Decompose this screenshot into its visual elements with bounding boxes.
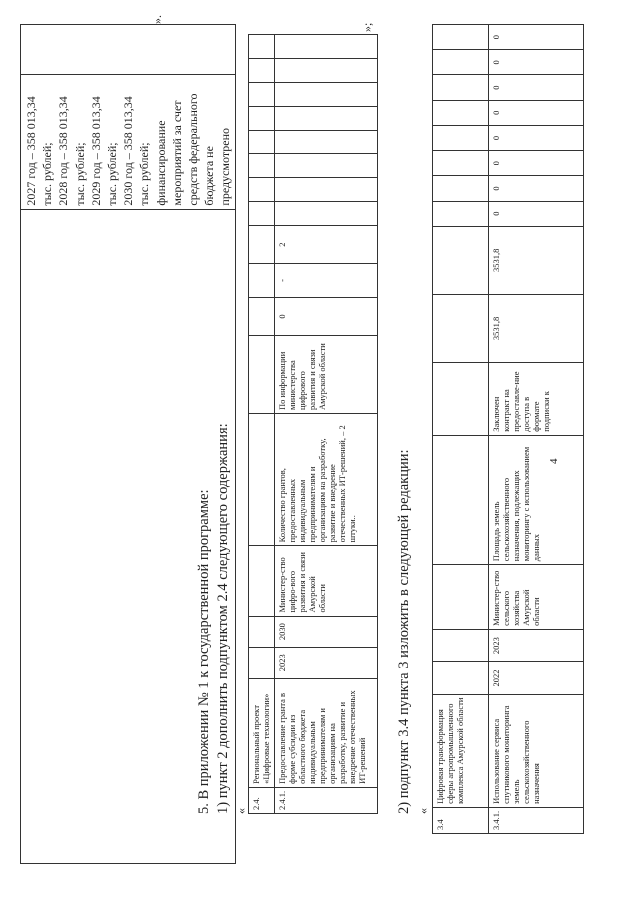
cell-num: 2.4.1. bbox=[275, 787, 378, 813]
cell bbox=[433, 362, 489, 435]
open-quote: « bbox=[234, 808, 248, 814]
cell-num: 2.4. bbox=[249, 787, 275, 813]
cell bbox=[433, 662, 489, 694]
cell bbox=[249, 616, 275, 647]
cell bbox=[249, 413, 275, 545]
cell-source: Заключен контракт на предоставле-ние доступа в формате подписки к bbox=[489, 362, 584, 435]
cell-name: Предоставление гранта в форме субсидии из областного бюджета индивидуальным предпринимателям и организациям на разработку, развитие и внедрение отечественных ИТ-решений bbox=[275, 678, 378, 787]
cell-start: 2023 bbox=[275, 647, 378, 678]
cell bbox=[433, 294, 489, 362]
cell bbox=[249, 35, 275, 59]
cell bbox=[275, 154, 378, 178]
budget-line: 2029 год – 358 013,34 тыс. рублей; bbox=[88, 96, 119, 206]
program-table-3-4 bbox=[432, 24, 584, 834]
budget-line: 2028 год – 358 013,34 тыс. рублей; bbox=[56, 96, 87, 206]
cell bbox=[433, 565, 489, 630]
cell bbox=[249, 58, 275, 82]
item-1: 1) пункт 2 дополнить подпунктом 2.4 следующего содержания: bbox=[215, 423, 231, 814]
cell bbox=[275, 82, 378, 106]
cell bbox=[433, 25, 489, 50]
cell-zero: 0 bbox=[489, 201, 584, 226]
cell-value: 3531,8 bbox=[489, 226, 584, 294]
cell-num: 3.4 bbox=[433, 807, 489, 833]
cell bbox=[249, 154, 275, 178]
cell-end: 2030 bbox=[275, 616, 378, 647]
cell-zero: 0 bbox=[489, 176, 584, 201]
cell bbox=[433, 176, 489, 201]
cell-value: 3531,8 bbox=[489, 294, 584, 362]
cell bbox=[433, 151, 489, 176]
cell bbox=[433, 100, 489, 125]
cell-zero: 0 bbox=[489, 125, 584, 150]
cell-name: Цифровая трансформация сферы агропромышленного комплекса Амурской области bbox=[433, 694, 489, 807]
cell-value: 0 bbox=[275, 297, 378, 335]
cell bbox=[249, 82, 275, 106]
cell-zero: 0 bbox=[489, 151, 584, 176]
cell bbox=[275, 58, 378, 82]
cell bbox=[433, 435, 489, 564]
open-quote: « bbox=[416, 808, 430, 814]
cell bbox=[433, 226, 489, 294]
cell bbox=[249, 647, 275, 678]
cell-indicator: Количество грантов, предоставленных индивидуальным предпринимателям и организациям на разработку, развитие и внедрение отечественных ИТ-решений, – 2 штуки.. bbox=[275, 413, 378, 545]
cell bbox=[433, 125, 489, 150]
cell bbox=[433, 75, 489, 100]
cell-zero: 0 bbox=[489, 100, 584, 125]
item-2: 2) подпункт 3.4 пункта 3 изложить в следующей редакции: bbox=[396, 449, 412, 814]
cell bbox=[275, 35, 378, 59]
cell bbox=[249, 178, 275, 202]
cell bbox=[275, 130, 378, 154]
cell-executor: Министер-ство сельского хозяйства Амурской области bbox=[489, 565, 584, 630]
close-quote: ». bbox=[150, 15, 164, 24]
program-table-2-4 bbox=[248, 34, 378, 814]
section-heading: 5. В приложении № 1 к государственной программе: bbox=[196, 489, 212, 814]
cell bbox=[275, 202, 378, 226]
cell bbox=[433, 201, 489, 226]
cell-num: 3.4.1. bbox=[489, 807, 584, 833]
cell bbox=[275, 106, 378, 130]
cell-start: 2022 bbox=[489, 662, 584, 694]
cell bbox=[433, 629, 489, 661]
cell bbox=[249, 264, 275, 298]
cell bbox=[433, 50, 489, 75]
cell-indicator: Площадь земель сельскохозяйственного назначения, подлежащих мониторингу с использованием данных bbox=[489, 435, 584, 564]
budget-line: 2030 год – 358 013,34 тыс. рублей; bbox=[121, 96, 152, 206]
cell-name: Использование сервиса спутникового мониторинга земель сельскохозяйственного назначения bbox=[489, 694, 584, 807]
budget-cell-right bbox=[21, 25, 236, 75]
cell-value: 2 bbox=[275, 225, 378, 263]
cell bbox=[249, 202, 275, 226]
page-number: 4 bbox=[548, 458, 560, 464]
cell bbox=[249, 297, 275, 335]
cell-zero: 0 bbox=[489, 50, 584, 75]
cell bbox=[249, 336, 275, 414]
cell-name: Региональный проект «Цифровые технологии» bbox=[249, 678, 275, 787]
cell-zero: 0 bbox=[489, 25, 584, 50]
cell-zero: 0 bbox=[489, 75, 584, 100]
cell bbox=[249, 106, 275, 130]
cell-source: По информации министерства цифрового развития и связи Амурской области bbox=[275, 336, 378, 414]
cell-executor: Министер-ство цифро-вого развития и связи Амурской области bbox=[275, 546, 378, 616]
budget-line: 2027 год – 358 013,34 тыс. рублей; bbox=[24, 96, 55, 206]
budget-line: финансирование мероприятий за счет средств федерального бюджета не предусмотрено bbox=[153, 93, 233, 206]
cell bbox=[275, 178, 378, 202]
cell bbox=[249, 130, 275, 154]
cell bbox=[249, 225, 275, 263]
cell-end: 2023 bbox=[489, 629, 584, 661]
cell bbox=[249, 546, 275, 616]
cell-value: - bbox=[275, 264, 378, 298]
budget-text bbox=[21, 75, 236, 209]
close-quote: »; bbox=[360, 22, 374, 32]
